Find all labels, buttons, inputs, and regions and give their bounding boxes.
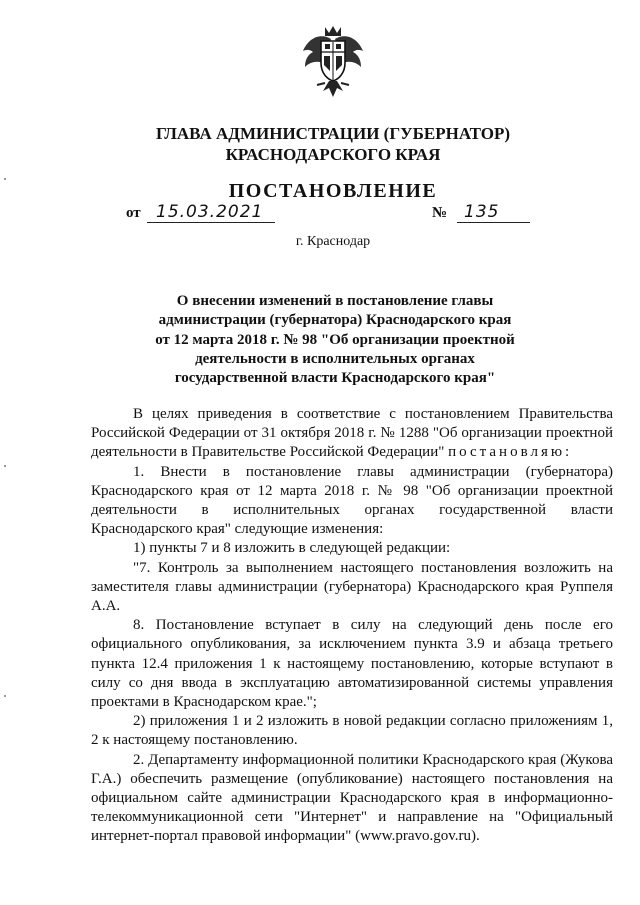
paragraph-item-1: 1. Внести в постановление главы администрации (губернатора) Краснодарского края от 12 марта 2018 г. № 98 "Об организации проектной деятельности в исполнительных органах государственной власти Краснодарского края" следующие изменения: [91, 463, 613, 538]
paragraph-point-7: "7. Контроль за выполнением настоящего постановления возложить на заместителя главы администрации (губернатора) Краснодарского края Руппеля А.А. [91, 559, 613, 615]
paragraph-item-2: 2. Департаменту информационной политики Краснодарского края (Жукова Г.А.) обеспечить размещение (опубликование) настоящего постановления на официальном сайте администрации Краснодарского края в информационно-телекоммуникационной сети "Интернет" и направление на "Официальный интернет-портал правовой информации" (www.pravo.gov.ru). [91, 751, 613, 845]
scan-mark [4, 465, 6, 467]
date-prefix: от [126, 205, 141, 221]
number-underline [457, 222, 530, 223]
document-body [91, 405, 613, 847]
subject-line: О внесении изменений в постановление главы [176, 293, 494, 309]
coat-of-arms-emblem [301, 25, 365, 101]
subject-line: от 12 марта 2018 г. № 98 "Об организации проектной [155, 331, 515, 348]
date-underline [147, 222, 275, 223]
paragraph-subitem-1: 1) пункты 7 и 8 изложить в следующей редакции: [133, 540, 451, 557]
subject-line: деятельности в исполнительных органах [195, 350, 475, 367]
city-name: г. Краснодар [295, 234, 371, 249]
subject-line: администрации (губернатора) Краснодарского края [158, 312, 512, 329]
paragraph-preamble [91, 405, 613, 463]
preamble-text: В целях приведения в соответствие с постановлением Правительства Российской Федерации от 31 октября 2018 г. № 1288 "Об организации проектной деятельности в Правительстве Российской Федерации" [91, 406, 613, 461]
issuer-title-line1: ГЛАВА АДМИНИСТРАЦИИ (ГУБЕРНАТОР) [155, 124, 510, 143]
scan-mark [4, 178, 6, 180]
scan-mark [4, 695, 6, 697]
document-type-title: ПОСТАНОВЛЕНИЕ [228, 180, 438, 202]
paragraph-subitem-2: 2) приложения 1 и 2 изложить в новой редакции согласно приложениям 1, 2 к настоящему постановлению. [91, 713, 613, 749]
handwritten-number: 135 [464, 202, 500, 222]
paragraph-point-8: 8. Постановление вступает в силу на следующий день после его официального опубликования, за исключением пункта 3.9 и абзаца третьего пункта 12.4 приложения 1 к настоящему постановлению, которые вступают в силу со дня ввода в эксплуатацию автоматизированной системы управления проектами в Краснодарском крае."; [91, 617, 613, 711]
subject-line: государственной власти Краснодарского края" [174, 370, 496, 387]
issuer-title-line2: КРАСНОДАРСКОГО КРАЯ [225, 145, 441, 164]
number-prefix: № [432, 205, 448, 221]
handwritten-date: 15.03.2021 [156, 202, 264, 222]
document-subject [140, 292, 530, 388]
decree-word: постановляю: [448, 444, 573, 461]
